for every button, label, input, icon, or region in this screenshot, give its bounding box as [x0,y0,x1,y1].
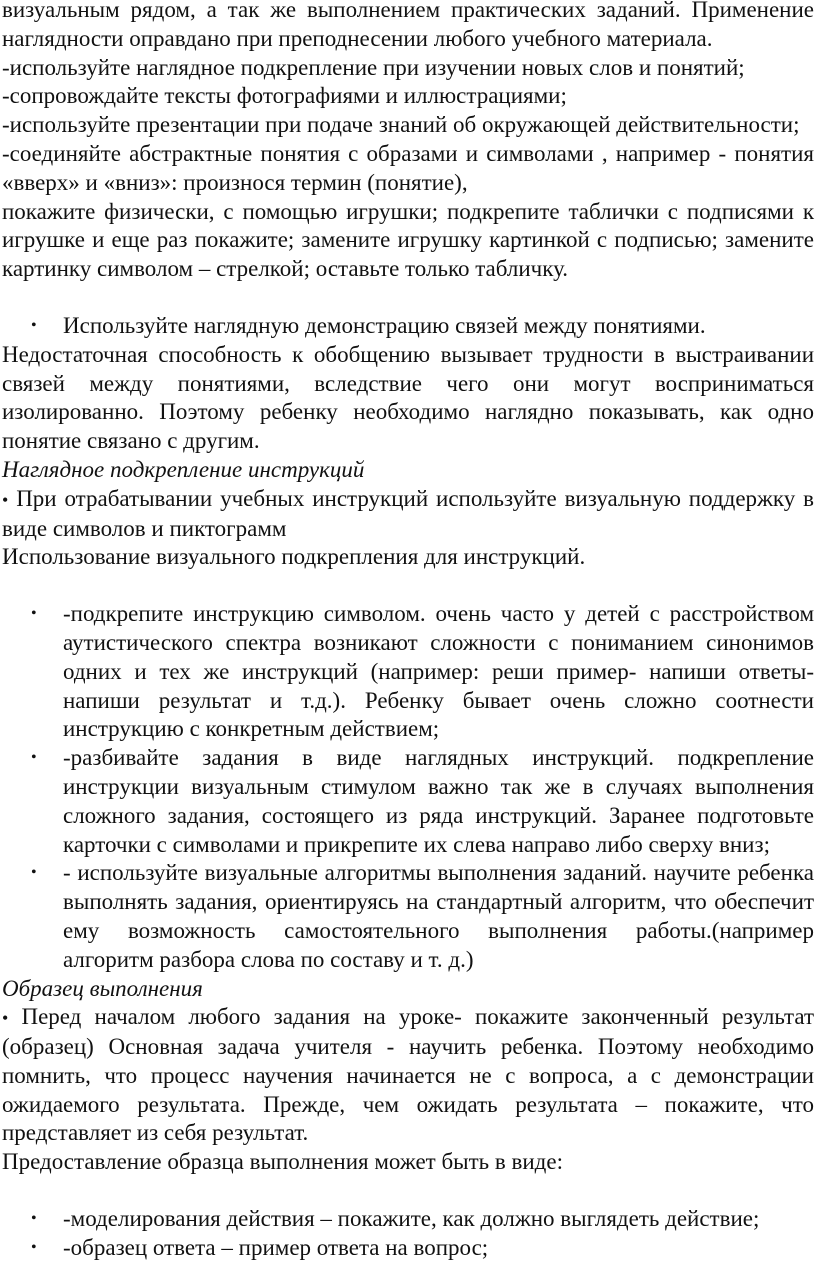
bullet-icon: • [31,749,37,767]
paragraph-text: При отрабатывании учебных инструкций используйте визуальную поддержку в виде символов и пиктограмм [2,485,815,541]
bullet-icon: • [31,1210,37,1228]
paragraph-visual-reinforcement: Использование визуального подкрепления для инструкций. [2,544,586,570]
list-item-text: - используйте визуальные алгоритмы выполнения заданий. научите ребенка выполнять задания, ориентируясь на стандартный алгоритм, что обеспечит ему возможность самостоятельного выполнения работы.(например алгоритм разбора слова по составу и т. д.) [63,860,814,972]
bullet-list-connections [2,312,814,341]
paragraph-sample-forms: Предоставление образца выполнения может быть в виде: [2,1149,563,1175]
list-item [2,744,814,859]
list-item-text: -подкрепите инструкцию символом. очень часто у детей с расстройством аутистического спектра возникают сложности с пониманием синонимов одних и тех же инструкций (например: реши пример- напиши ответы- напиши результат и т.д.). Ребенку бывает очень сложно соотнести инструкцию с конкретным действием; [63,601,814,742]
list-item [2,859,814,974]
bullet-icon: • [31,316,37,334]
spacer [2,284,814,312]
paragraph-new-words: -используйте наглядное подкрепление при изучении новых слов и понятий; [2,54,745,80]
list-item [2,1234,814,1263]
bullet-icon: • [2,489,9,510]
paragraph-presentations: -используйте презентации при подаче знаний об окружающей действительности; [2,112,800,138]
list-item-text: Используйте наглядную демонстрацию связей между понятиями. [63,312,706,338]
paragraph-instructions-support [2,485,814,544]
bullet-list-instructions [2,600,814,974]
list-item-text: -моделирования действия – покажите, как должно выглядеть действие; [63,1206,760,1232]
paragraph-photos: -сопровождайте тексты фотографиями и иллюстрациями; [2,83,567,109]
paragraph-show-result [2,1003,814,1148]
list-item-text: -разбивайте задания в виде наглядных инструкций. подкрепление инструкции визуальным стимулом важно так же в случаях выполнения сложного задания, состоящего из ряда инструкций. Заранее подготовьте карточки с символами и прикрепите их слева направо либо сверху вниз; [63,745,814,857]
paragraph-show-physically: покажите физически, с помощью игрушки; подкрепите таблички с подписями к игрушке и еще раз покажите; замените игрушку картинкой с подписью; замените картинку символом – стрелкой; оставьте только табличку. [2,198,814,282]
bullet-icon: • [31,605,37,623]
bullet-icon: • [31,864,37,882]
list-item [2,1205,814,1234]
paragraph-generalization: Недостаточная способность к обобщению вызывает трудности в выстраивании связей между понятиями, вследствие чего они могут восприниматься изолированно. Поэтому ребенку необходимо наглядно показывать, как одно понятие связано с другим. [2,341,814,454]
bullet-icon: • [2,1008,9,1029]
paragraph-abstract-concepts: -соединяйте абстрактные понятия с образами и символами , например - понятия «вверх» и «вниз»: произнося термин (понятие), [2,140,814,195]
section-heading-sample: Образец выполнения [2,975,203,1001]
section-heading-instructions: Наглядное подкрепление инструкций [2,456,365,482]
bullet-list-sample-forms [2,1205,814,1263]
bullet-icon: • [31,1238,37,1256]
paragraph-visual-row: визуальным рядом, а так же выполнением практических заданий. Применение наглядности оправдано при преподнесении любого учебного материала. [2,0,814,51]
list-item [2,312,814,341]
paragraph-text: Перед началом любого задания на уроке- покажите законченный результат (образец) Основная задача учителя - научить ребенка. Поэтому необходимо помнить, что процесс научения начинается не с вопроса, а с демонстрации ожидаемого результата. Прежде, чем ожидать результата – покажите, что представляет из себя результат. [2,1004,814,1146]
spacer [2,1177,814,1205]
list-item-text: -образец ответа – пример ответа на вопрос; [63,1234,489,1260]
list-item [2,600,814,744]
spacer [2,572,814,600]
